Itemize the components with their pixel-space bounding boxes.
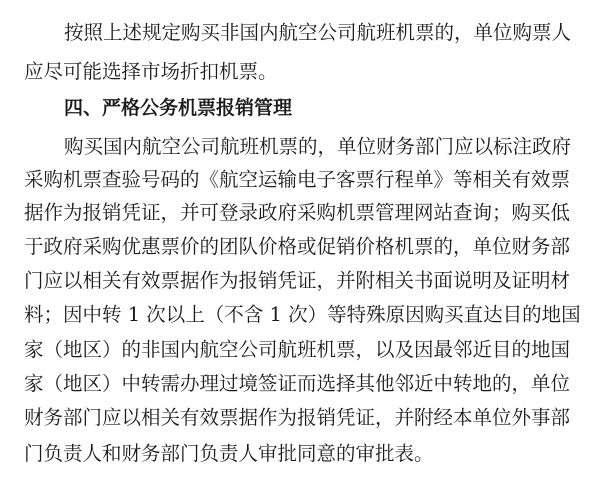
section-4-line-3: 据作为报销凭证，并可登录政府采购机票管理网站查询；购买低 xyxy=(24,201,571,224)
paragraph-1-line-1: 按照上述规定购买非国内航空公司航班机票的，单位购票人 xyxy=(64,21,572,44)
section-4-line-5: 门应以相关有效票据作为报销凭证，并附相关书面说明及证明材 xyxy=(24,269,571,292)
section-4-line-6: 料；因中转 1 次以上（不含 1 次）等特殊原因购买直达目的地国 xyxy=(24,303,581,326)
paragraph-1-line-2: 应尽可能选择市场折扣机票。 xyxy=(24,60,278,83)
section-4-line-1: 购买国内航空公司航班机票的，单位财务部门应以标注政府 xyxy=(64,135,572,158)
section-4-line-8: 家（地区）中转需办理过境签证而选择其他邻近中转地的，单位 xyxy=(24,372,571,395)
section-heading: 四、严格公务机票报销管理 xyxy=(64,97,293,119)
section-4-line-2: 采购机票查验号码的《航空运输电子客票行程单》等相关有效票 xyxy=(24,168,571,191)
section-4-line-4: 于政府采购优惠票价的团队价格或促销价格机票的，单位财务部 xyxy=(24,235,571,258)
section-4-line-9: 财务部门应以相关有效票据作为报销凭证，并附经本单位外事部 xyxy=(24,406,571,429)
section-4-line-10: 门负责人和财务部门负责人审批同意的审批表。 xyxy=(24,442,434,465)
section-4-line-7: 家（地区）的非国内航空公司航班机票，以及因最邻近目的地国 xyxy=(24,338,571,361)
